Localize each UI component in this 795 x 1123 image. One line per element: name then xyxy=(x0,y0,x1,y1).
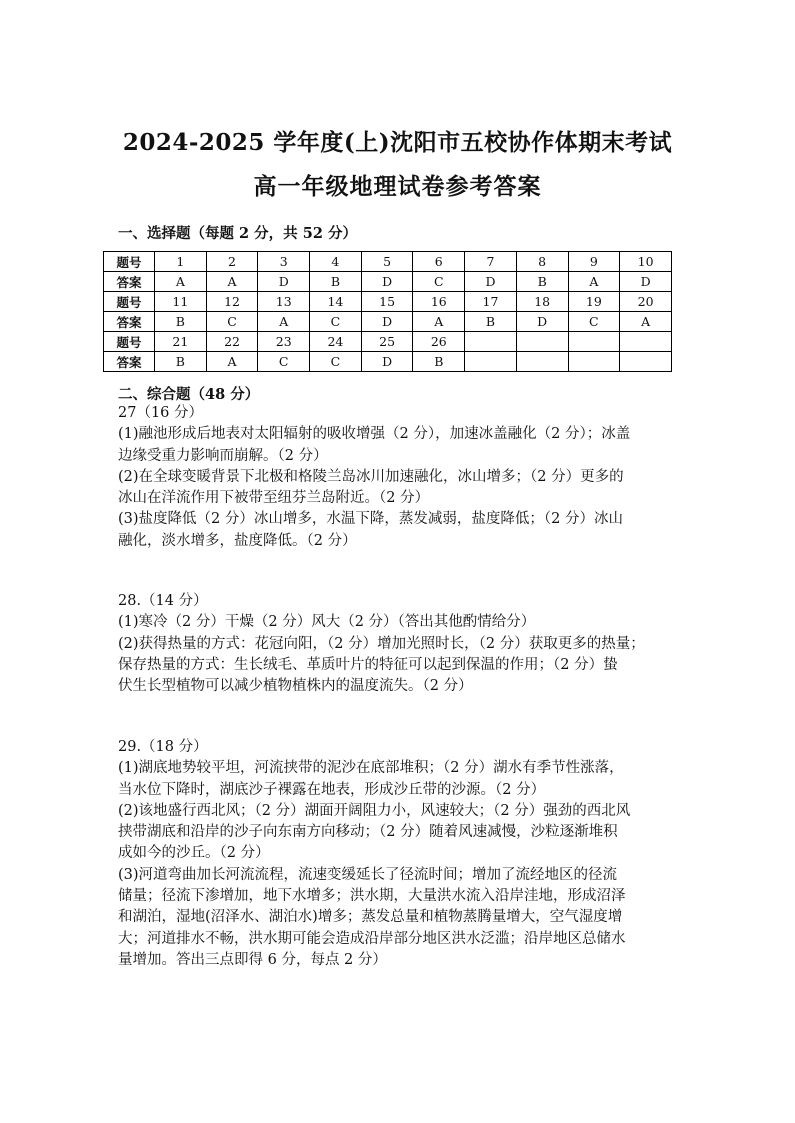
question-number-cell: 9 xyxy=(568,252,620,272)
answer-cell: A xyxy=(568,272,620,292)
answer-line: 冰山在洋流作用下被带至纽芬兰岛附近。（2 分） xyxy=(118,490,430,507)
answer-cell: D xyxy=(620,272,672,292)
question-number-row-header: 题号 xyxy=(104,252,155,272)
question-number-cell xyxy=(516,332,568,352)
answer-line: 量增加。答出三点即得 6 分，每点 2 分） xyxy=(118,951,387,968)
answer-line: (2)在全球变暖背景下北极和格陵兰岛冰川加速融化，冰山增多；（2 分）更多的 xyxy=(118,468,624,485)
answer-line: 和湖泊，湿地(沼泽水、湖泊水)增多；蒸发总量和植物蒸腾量增大，空气湿度增 xyxy=(118,909,623,926)
answer-cell: A xyxy=(206,352,258,372)
answer-cell: C xyxy=(206,312,258,332)
answer-cell: C xyxy=(310,352,362,372)
question-number-cell: 13 xyxy=(258,292,310,312)
section-choice-heading: 一、选择题（每题 2 分，共 52 分） xyxy=(118,225,357,242)
answer-line: 大；河道排水不畅，洪水期可能会造成沿岸部分地区洪水泛滥；沿岸地区总储水 xyxy=(118,930,626,947)
question-number-cell: 2 xyxy=(206,252,258,272)
answer-line: 保存热量的方式：生长绒毛、革质叶片的特征可以起到保温的作用；（2 分）蛰 xyxy=(118,656,618,673)
answer-cell: B xyxy=(516,272,568,292)
exam-title: 2024-2025 学年度(上)沈阳市五校协作体期末考试 xyxy=(122,129,673,156)
answer-cell: C xyxy=(310,312,362,332)
answer-row xyxy=(104,272,672,292)
question-number-cell xyxy=(568,332,620,352)
answer-line: 储量；径流下渗增加，地下水增多；洪水期，大量洪水流入沿岸洼地，形成沼泽 xyxy=(118,888,626,905)
question-number-cell: 14 xyxy=(310,292,362,312)
answer-cell: A xyxy=(258,312,310,332)
answer-line: (3)盐度降低（2 分）冰山增多，水温下降，蒸发减弱，盐度降低；（2 分）冰山 xyxy=(118,511,623,528)
question-27-head: 27（16 分） xyxy=(118,405,204,421)
question-number-cell: 19 xyxy=(568,292,620,312)
answer-line: 当水位下降时，湖底沙子裸露在地表，形成沙丘带的沙源。（2 分） xyxy=(118,781,546,798)
question-28 xyxy=(118,591,658,697)
answer-line: 融化，淡水增多，盐度降低。（2 分） xyxy=(118,532,357,549)
question-number-cell: 22 xyxy=(206,332,258,352)
answer-cell: B xyxy=(155,312,207,332)
question-number-cell: 1 xyxy=(155,252,207,272)
question-number-cell: 16 xyxy=(413,292,465,312)
question-number-row-header: 题号 xyxy=(104,292,155,312)
answer-line: 成如今的沙丘。（2 分） xyxy=(118,845,270,862)
question-number-cell: 21 xyxy=(155,332,207,352)
answer-line: 挟带湖底和沿岸的沙子向东南方向移动；（2 分）随着风速减慢，沙粒逐渐堆积 xyxy=(118,824,618,841)
question-number-cell: 4 xyxy=(310,252,362,272)
answer-table xyxy=(103,251,672,372)
section-comprehensive-heading: 二、综合题（48 分） xyxy=(118,386,260,403)
question-number-cell: 20 xyxy=(620,292,672,312)
answer-cell: D xyxy=(361,352,413,372)
answer-cell: A xyxy=(206,272,258,292)
question-29-head: 29.（18 分） xyxy=(118,739,208,755)
exam-subtitle: 高一年级地理试卷参考答案 xyxy=(253,173,542,200)
answer-cell: C xyxy=(258,352,310,372)
question-27 xyxy=(118,403,658,552)
question-number-cell: 11 xyxy=(155,292,207,312)
question-number-cell xyxy=(620,332,672,352)
answer-cell: D xyxy=(258,272,310,292)
answer-cell: D xyxy=(361,312,413,332)
answer-cell xyxy=(465,352,517,372)
answer-line: (2)获得热量的方式：花冠向阳，（2 分）增加光照时长，（2 分）获取更多的热量； xyxy=(118,635,645,652)
question-number-cell: 7 xyxy=(465,252,517,272)
answer-line: (2)该地盛行西北风；（2 分）湖面开阔阻力小，风速较大；（2 分）强劲的西北风 xyxy=(118,802,631,819)
answer-cell: D xyxy=(361,272,413,292)
answer-row-header: 答案 xyxy=(104,272,155,292)
question-number-cell: 6 xyxy=(413,252,465,272)
answer-cell xyxy=(620,352,672,372)
answer-line: (3)河道弯曲加长河流流程，流速变缓延长了径流时间；增加了流经地区的径流 xyxy=(118,866,618,883)
question-number-cell: 12 xyxy=(206,292,258,312)
question-number-cell: 5 xyxy=(361,252,413,272)
answer-row xyxy=(104,312,672,332)
answer-line: (1)湖底地势较平坦，河流挟带的泥沙在底部堆积；（2 分）湖水有季节性涨落， xyxy=(118,760,624,777)
question-number-row xyxy=(104,252,672,272)
answer-cell: A xyxy=(155,272,207,292)
answer-cell: A xyxy=(413,312,465,332)
answer-row-header: 答案 xyxy=(104,352,155,372)
question-29 xyxy=(118,737,658,971)
question-number-row xyxy=(104,332,672,352)
question-number-cell: 8 xyxy=(516,252,568,272)
question-number-cell: 3 xyxy=(258,252,310,272)
answer-cell xyxy=(568,352,620,372)
question-number-cell: 15 xyxy=(361,292,413,312)
question-28-head: 28.（14 分） xyxy=(118,593,208,609)
question-number-cell: 17 xyxy=(465,292,517,312)
question-number-cell: 10 xyxy=(620,252,672,272)
answer-cell: C xyxy=(568,312,620,332)
answer-cell: B xyxy=(465,312,517,332)
answer-cell: B xyxy=(413,352,465,372)
question-number-cell: 18 xyxy=(516,292,568,312)
answer-line: 边缘受重力影响而崩解。（2 分） xyxy=(118,447,328,464)
question-number-cell xyxy=(465,332,517,352)
answer-row xyxy=(104,352,672,372)
answer-cell: C xyxy=(413,272,465,292)
answer-cell: A xyxy=(620,312,672,332)
question-number-row-header: 题号 xyxy=(104,332,155,352)
answer-cell: B xyxy=(310,272,362,292)
question-number-row xyxy=(104,292,672,312)
answer-cell xyxy=(516,352,568,372)
answer-cell: D xyxy=(516,312,568,332)
question-number-cell: 24 xyxy=(310,332,362,352)
answer-cell: B xyxy=(155,352,207,372)
answer-cell: D xyxy=(465,272,517,292)
question-number-cell: 26 xyxy=(413,332,465,352)
answer-line: 伏生长型植物可以减少植物植株内的温度流失。（2 分） xyxy=(118,678,473,695)
question-number-cell: 23 xyxy=(258,332,310,352)
answer-row-header: 答案 xyxy=(104,312,155,332)
answer-line: (1)寒冷（2 分）干燥（2 分）风大（2 分）（答出其他酌情给分） xyxy=(118,614,536,631)
question-number-cell: 25 xyxy=(361,332,413,352)
answer-line: (1)融池形成后地表对太阳辐射的吸收增强（2 分），加速冰盖融化（2 分）；冰盖 xyxy=(118,426,631,443)
